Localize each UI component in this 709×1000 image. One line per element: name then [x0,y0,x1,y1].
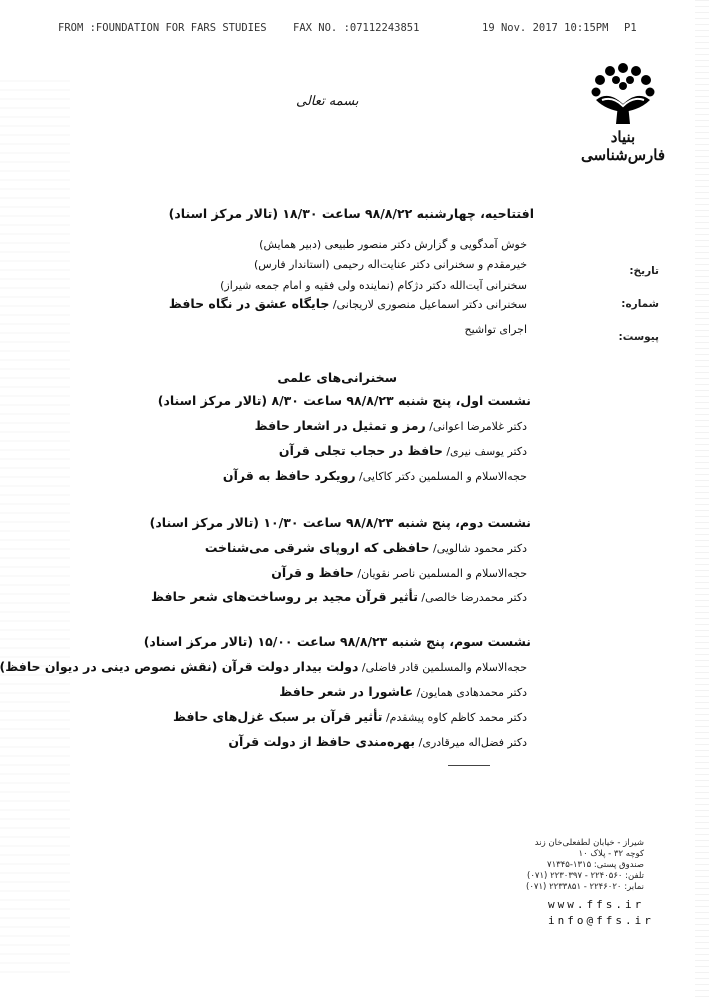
scientific-title: سخنرانی‌های علمی [277,370,397,385]
foundation-logo [578,60,668,164]
talk-item [271,565,527,580]
end-divider [448,765,490,766]
talk-title: بهره‌مندی حافظ از دولت قرآن [228,734,416,749]
website-link[interactable]: www.ffs.ir [548,898,645,911]
email-link[interactable]: info@ffs.ir [548,914,654,927]
speaker-name: دکتر محمدهادی همایون/ [413,686,527,699]
opening-item-text: خیرمقدم و سخنرانی دکتر عنایت‌اله رحیمی (استاندار فارس) [254,258,527,271]
date-label: تاریخ: [629,265,659,277]
opening-item [259,236,527,251]
opening-item [254,256,527,271]
speaker-name: دکتر محمد کاظم کاوه پیشقدم/ [382,711,527,724]
talk-item [279,684,527,699]
opening-item-title: جایگاه عشق در نگاه حافظ [168,296,330,311]
talk-title: عاشورا در شعر حافظ [279,684,414,699]
attachment-label: پیوست: [618,331,659,343]
speaker-name: حجه‌الاسلام و المسلمین دکتر کاکایی/ [355,470,527,483]
basmala: بسمه تعالی [296,94,359,109]
opening-item-text: سخنرانی دکتر اسماعیل منصوری لاریجانی/ [329,298,527,311]
opening-item-text: خوش آمدگویی و گزارش دکتر منصور طبیعی (دبیر همایش) [259,238,527,251]
fax-date: 19 Nov. 2017 10:15PM [482,22,609,34]
fax: نمابر: ۲۲۴۶۰۲۰ - ۲۲۳۳۸۵۱ (۰۷۱) [526,882,644,892]
talk-item [0,659,527,674]
fax-page-number: P1 [624,22,637,34]
speaker-name: حجه‌الاسلام و المسلمین ناصر نقویان/ [353,567,527,580]
talk-item [279,443,527,458]
opening-item [220,277,527,292]
talk-title: حافظی که اروپای شرقی می‌شناخت [204,540,430,555]
talk-item [255,418,527,433]
logo-name: بنیاد فارس‌شناسی [580,128,666,164]
opening-heading: افتتاحیه، چهارشنبه ۹۸/۸/۲۲ ساعت ۱۸/۳۰ (تالار مرکز اسناد) [168,206,534,221]
fax-number: FAX NO. :07112243851 [293,22,420,34]
talk-item [205,540,527,555]
talk-item [151,589,527,604]
talk-title: حافظ در حجاب تجلی قرآن [278,443,443,458]
talk-title: رویکرد حافظ به قرآن [222,468,356,483]
number-label: شماره: [621,298,659,310]
postbox: صندوق پستی: ۱۳۱۵-۷۱۳۴۵ [547,860,644,870]
talk-title: حافظ و قرآن [271,565,354,580]
speaker-name: دکتر غلامرضا اعوانی/ [425,420,527,433]
talk-title: تأثیر قرآن بر سبک غزل‌های حافظ [172,709,383,724]
talk-title: رمز و تمثیل در اشعار حافظ [254,418,426,433]
session-heading: نشست دوم، پنج شنبه ۹۸/۸/۲۳ ساعت ۱۰/۳۰ (تالار مرکز اسناد) [149,515,531,530]
speaker-name: حجه‌الاسلام والمسلمین قادر فاضلی/ [358,661,527,674]
talk-item [173,709,527,724]
talk-title: تأثیر قرآن مجید بر روساخت‌های شعر حافظ [151,589,418,604]
opening-item-text: اجرای تواشیح [464,323,527,336]
speaker-name: دکتر محمود شالویی/ [429,542,527,555]
speaker-name: دکتر محمدرضا خالصی/ [417,591,527,604]
opening-item [464,321,527,336]
scan-noise-right [695,0,709,1000]
address-line: کوچه ۳۲ - پلاک ۱۰ [578,849,644,859]
talk-item [223,468,527,483]
speaker-name: دکتر یوسف نیری/ [442,445,527,458]
talk-title: دولت بیدار دولت قرآن (نقش نصوص دینی در دیوان حافظ) [0,659,359,674]
address-line: شیراز - خیابان لطفعلی‌خان زند [534,838,644,848]
opening-item [169,296,527,311]
talk-item [228,734,527,749]
phone: تلفن: ۲۲۴۰۵۶۰ - ۲۲۳۰۳۹۷ (۰۷۱) [527,871,644,881]
tree-emblem-icon [588,60,658,126]
session-heading: نشست اول، پنج شنبه ۹۸/۸/۲۳ ساعت ۸/۳۰ (تالار مرکز اسناد) [157,393,531,408]
scan-noise-left [0,80,70,980]
speaker-name: دکتر فضل‌اله میرقادری/ [415,736,527,749]
session-heading: نشست سوم، پنج شنبه ۹۸/۸/۲۳ ساعت ۱۵/۰۰ (تالار مرکز اسناد) [143,634,531,649]
footer-address [526,838,644,893]
fax-from: FROM :FOUNDATION FOR FARS STUDIES [58,22,267,34]
opening-item-text: سخنرانی آیت‌الله دکتر دژکام (نماینده ولی فقیه و امام جمعه شیراز) [220,279,527,292]
